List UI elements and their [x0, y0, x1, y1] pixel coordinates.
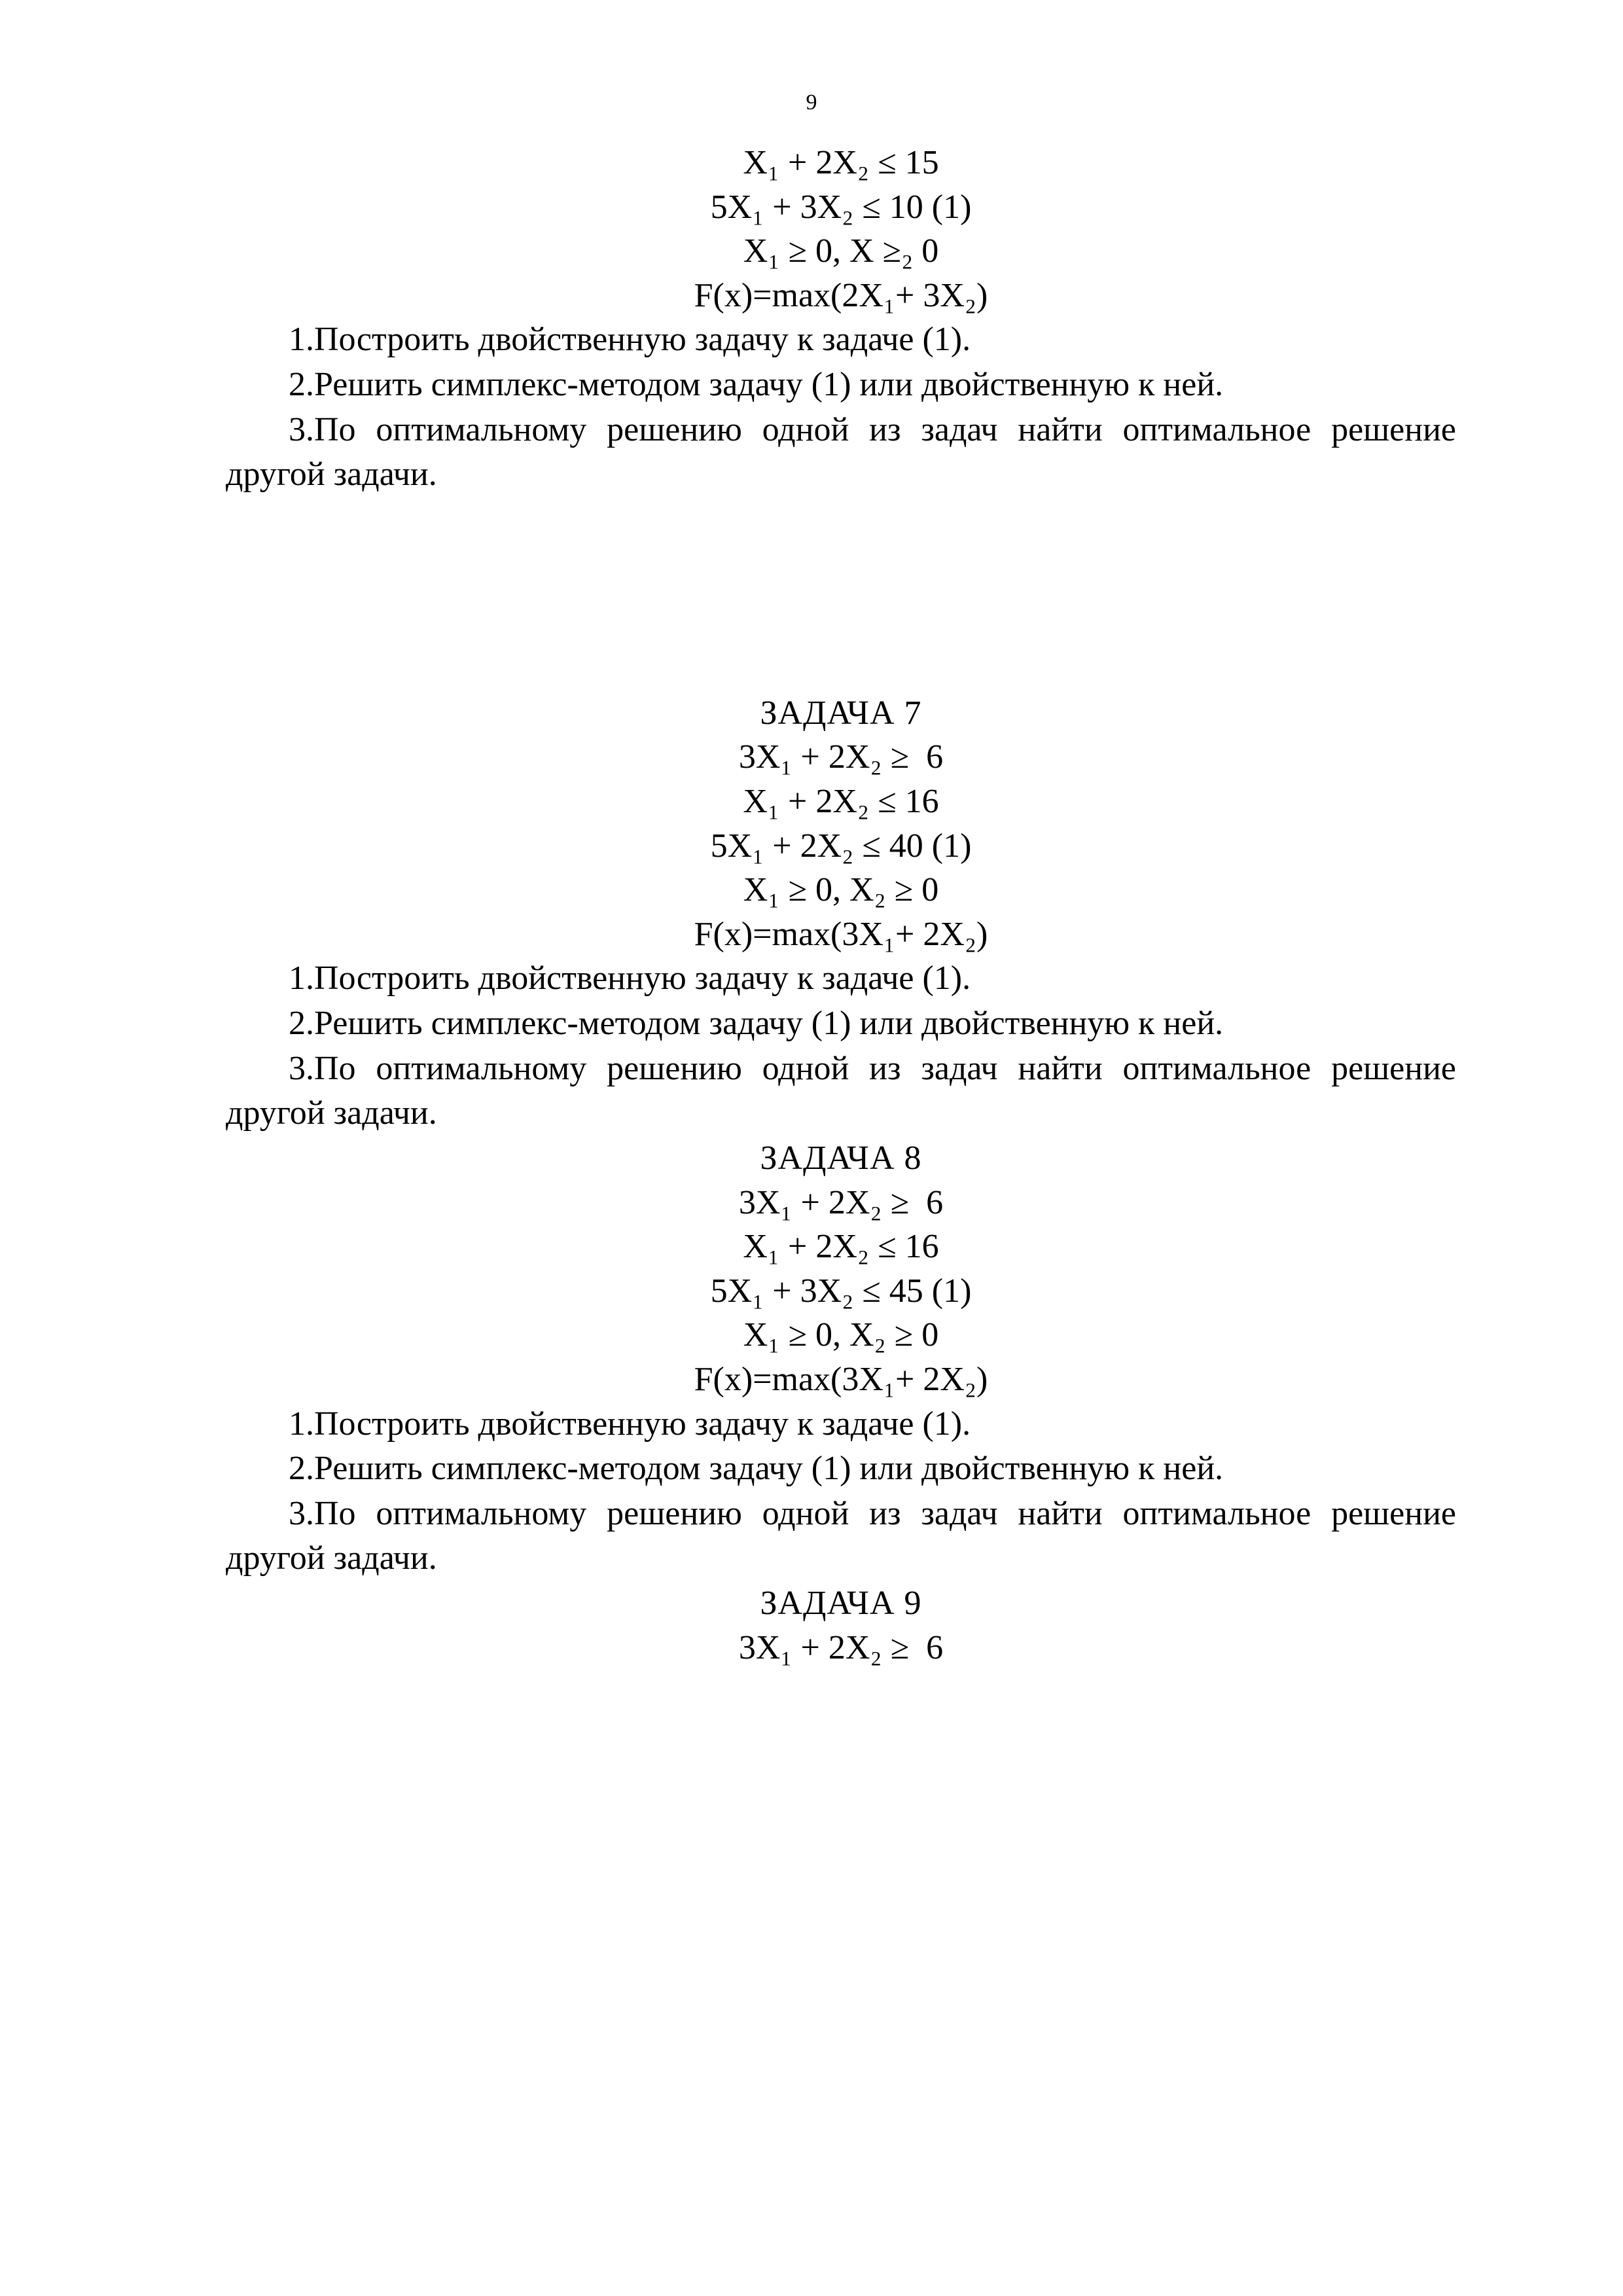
task7-equations [226, 735, 1456, 956]
page-number: 9 [806, 90, 817, 115]
equation-line: 3X₁ + 2X₂ ≥ 6 [738, 1183, 944, 1221]
task6-item-1: 1.Построить двойственную задачу к задаче (1). [289, 321, 971, 359]
equation-line: F(x)=max(3X₁+ 2X₂) [694, 915, 988, 953]
equation-line: X₁ + 2X₂ ≤ 16 [743, 783, 939, 821]
equation-line: X₁ + 2X₂ ≤ 16 [743, 1228, 939, 1266]
task8-item-1: 1.Построить двойственную задачу к задаче (1). [289, 1405, 971, 1443]
task6-equations [226, 141, 1456, 317]
equation-line: X₁ ≥ 0, X ≥₂ 0 [743, 232, 939, 270]
task6-item-2: 2.Решить симплекс-методом задачу (1) или двойственную к ней. [289, 366, 1224, 403]
task7-item-1: 1.Построить двойственную задачу к задаче (1). [289, 960, 971, 997]
task8-equations [226, 1181, 1456, 1402]
equation-line: 3X₁ + 2X₂ ≥ 6 [738, 738, 944, 776]
task7-item-3: 3.По оптимальному решению одной из задач найти оптимальное решение другой задачи. [226, 1049, 1456, 1132]
section-gap [226, 628, 1456, 691]
equation-line: X₁ ≥ 0, X₂ ≥ 0 [743, 871, 939, 909]
task9-title: ЗАДАЧА 9 [760, 1585, 922, 1622]
task7-item-2: 2.Решить симплекс-методом задачу (1) или двойственную к ней. [289, 1005, 1224, 1043]
equation-line: 3X₁ + 2X₂ ≥ 6 [738, 1628, 944, 1666]
task9-equations [226, 1626, 1456, 1670]
task8-title: ЗАДАЧА 8 [760, 1139, 922, 1177]
equation-line: F(x)=max(3X₁+ 2X₂) [694, 1360, 988, 1398]
equation-line: 5X₁ + 3X₂ ≤ 45 (1) [710, 1272, 972, 1310]
task6-item-3: 3.По оптимальному решению одной из задач найти оптимальное решение другой задачи. [226, 410, 1456, 493]
equation-line: X₁ + 2X₂ ≤ 15 [743, 144, 939, 181]
equation-line: X₁ ≥ 0, X₂ ≥ 0 [743, 1316, 939, 1354]
page-content [226, 141, 1456, 1670]
equation-line: 5X₁ + 3X₂ ≤ 10 (1) [710, 188, 972, 226]
section-gap [226, 497, 1456, 628]
equation-line: F(x)=max(2X₁+ 3X₂) [694, 276, 988, 314]
task8-item-3: 3.По оптимальному решению одной из задач найти оптимальное решение другой задачи. [226, 1494, 1456, 1577]
equation-line: 5X₁ + 2X₂ ≤ 40 (1) [710, 827, 972, 865]
task8-item-2: 2.Решить симплекс-методом задачу (1) или двойственную к ней. [289, 1450, 1224, 1488]
task7-title: ЗАДАЧА 7 [760, 694, 922, 732]
